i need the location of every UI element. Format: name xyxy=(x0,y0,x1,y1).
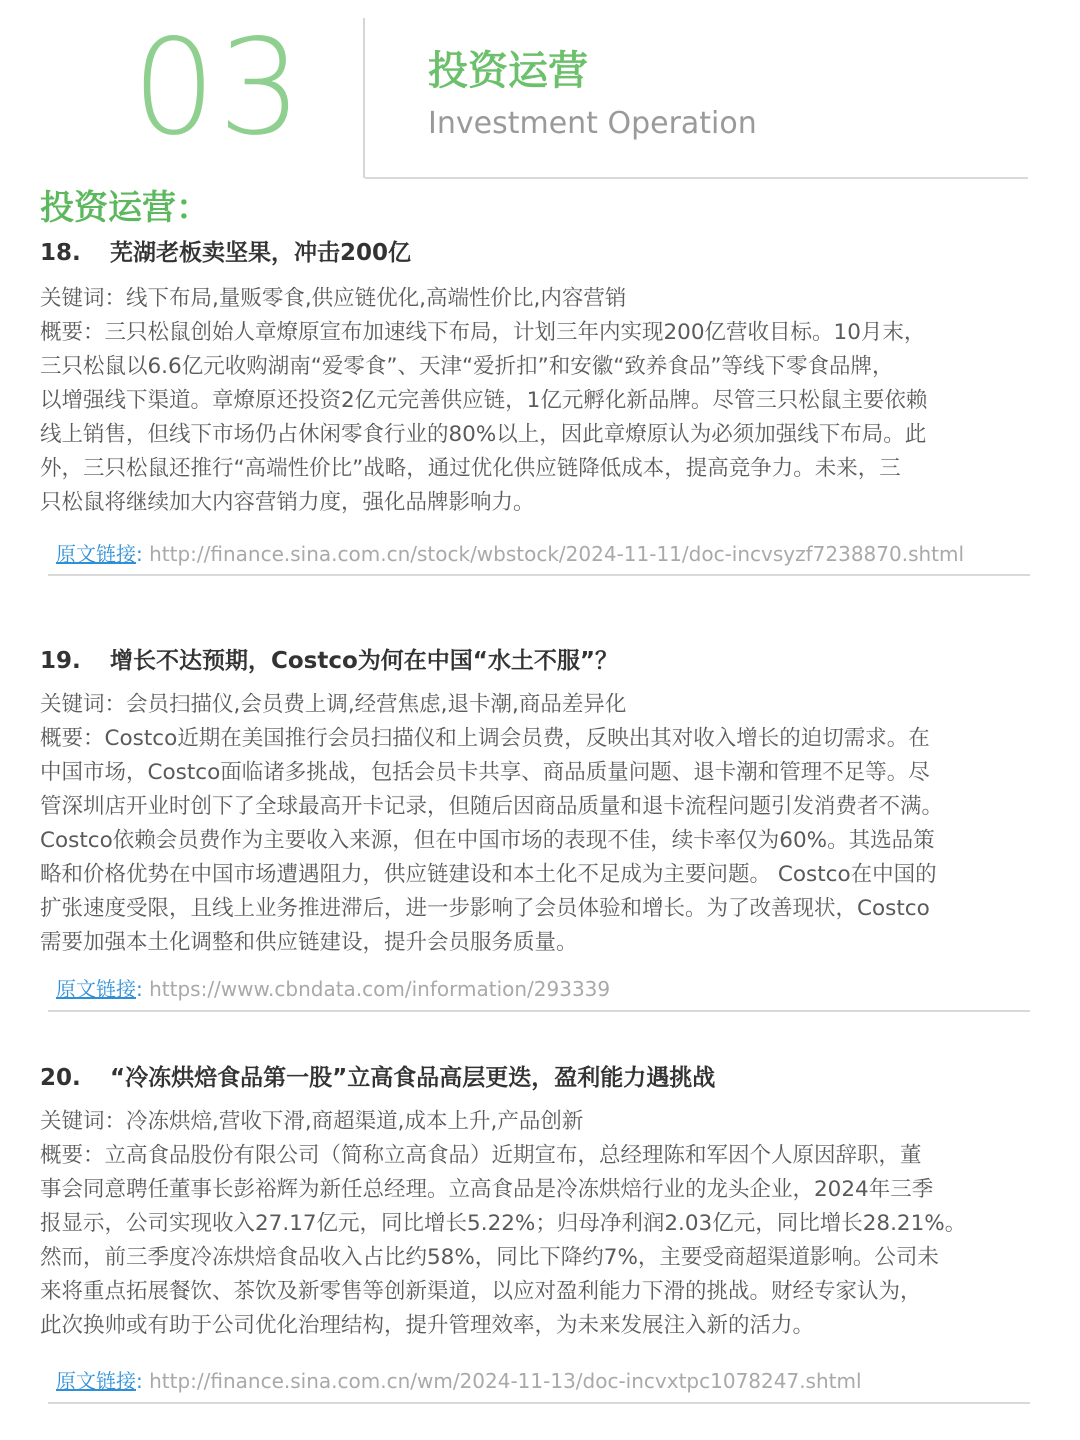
article-keywords: 关键词：冷冻烘焙,营收下滑,商超渠道,成本上升,产品创新 xyxy=(40,1109,584,1134)
article-20 xyxy=(40,1061,1030,1343)
summary-line: 概要：三只松鼠创始人章燎原宣布加速线下布局，计划三年内实现200亿营收目标。10月末， xyxy=(40,320,926,345)
article-keywords: 关键词：会员扫描仪,会员费上调,经营焦虑,退卡潮,商品差异化 xyxy=(40,692,627,717)
article-summary xyxy=(40,1139,1030,1343)
summary-line: 概要：Costco近期在美国推行会员扫描仪和上调会员费，反映出其对收入增长的迫切需求。在 xyxy=(40,726,930,751)
source-link-label[interactable]: 原文链接 xyxy=(56,1369,136,1393)
section-title-en: Investment Operation xyxy=(428,106,757,141)
summary-line: 报显示，公司实现收入27.17亿元，同比增长5.22%；归母净利润2.03亿元，同比增长28.21%。 xyxy=(40,1211,967,1236)
summary-line: 此次换帅或有助于公司优化治理结构，提升管理效率，为未来发展注入新的活力。 xyxy=(40,1313,815,1338)
article-summary xyxy=(40,722,1030,960)
article-keywords: 关键词：线下布局,量贩零食,供应链优化,高端性价比,内容营销 xyxy=(40,286,627,311)
summary-line: 外，三只松鼠还推行“高端性价比”战略，通过优化供应链降低成本，提高竞争力。未来，三 xyxy=(40,456,901,481)
article-title xyxy=(40,1061,1030,1095)
article-divider xyxy=(48,574,1030,576)
summary-line: 略和价格优势在中国市场遭遇阻力，供应链建设和本土化不足成为主要问题。 Costco在中国的 xyxy=(40,862,937,887)
source-link-label[interactable]: 原文链接 xyxy=(56,977,136,1001)
summary-line: 中国市场，Costco面临诸多挑战，包括会员卡共享、商品质量问题、退卡潮和管理不足等。尽 xyxy=(40,760,930,785)
article-title xyxy=(40,236,1030,270)
source-url[interactable]: http://finance.sina.com.cn/stock/wbstock/2024-11-11/doc-incvsyzf7238870.shtml xyxy=(149,542,965,566)
header-vertical-divider xyxy=(363,18,365,178)
article-number: 18. xyxy=(40,240,81,266)
source-link-row: 原文链接: https://www.cbndata.com/information/293339 xyxy=(56,977,611,1001)
summary-line: Costco依赖会员费作为主要收入来源，但在中国市场的表现不佳，续卡率仅为60%。其选品策 xyxy=(40,828,935,853)
source-url[interactable]: https://www.cbndata.com/information/293339 xyxy=(149,977,611,1001)
summary-line: 三只松鼠以6.6亿元收购湖南“爱零食”、天津“爱折扣”和安徽“致养食品”等线下零食品牌， xyxy=(40,354,894,379)
summary-line: 来将重点拓展餐饮、茶饮及新零售等创新渠道，以应对盈利能力下滑的挑战。财经专家认为， xyxy=(40,1279,922,1304)
summary-line: 事会同意聘任董事长彭裕辉为新任总经理。立高食品是冷冻烘焙行业的龙头企业，2024年三季 xyxy=(40,1177,934,1202)
article-18 xyxy=(40,236,1030,520)
article-summary xyxy=(40,316,1030,520)
summary-line: 概要：立高食品股份有限公司（简称立高食品）近期宣布，总经理陈和军因个人原因辞职，董 xyxy=(40,1143,922,1168)
section-title-cn: 投资运营 xyxy=(428,48,588,94)
page-heading: 投资运营： xyxy=(40,188,210,228)
summary-line: 线上销售，但线下市场仍占休闲零食行业的80%以上，因此章燎原认为必须加强线下布局。此 xyxy=(40,422,927,447)
summary-line: 扩张速度受限，且线上业务推进滞后，进一步影响了会员体验和增长。为了改善现状，Costco xyxy=(40,896,930,921)
summary-line: 然而，前三季度冷冻烘焙食品收入占比约58%，同比下降约7%，主要受商超渠道影响。公司未 xyxy=(40,1245,939,1270)
source-link-label[interactable]: 原文链接 xyxy=(56,542,136,566)
source-url[interactable]: http://finance.sina.com.cn/wm/2024-11-13/doc-incvxtpc1078247.shtml xyxy=(149,1369,862,1393)
source-link-row: 原文链接: http://finance.sina.com.cn/wm/2024-11-13/doc-incvxtpc1078247.shtml xyxy=(56,1369,862,1393)
article-19 xyxy=(40,644,1030,960)
article-title-text: 芜湖老板卖坚果，冲击200亿 xyxy=(110,240,412,266)
section-number: 03 xyxy=(132,11,304,165)
summary-line: 以增强线下渠道。章燎原还投资2亿元完善供应链，1亿元孵化新品牌。尽管三只松鼠主要依赖 xyxy=(40,388,928,413)
article-divider xyxy=(48,1402,1030,1404)
article-divider xyxy=(48,1010,1030,1012)
source-link-row: 原文链接: http://finance.sina.com.cn/stock/wbstock/2024-11-11/doc-incvsyzf7238870.shtml xyxy=(56,542,965,566)
article-title-text: “冷冻烘焙食品第一股”立高食品高层更迭，盈利能力遇挑战 xyxy=(110,1065,716,1091)
header-horizontal-divider xyxy=(365,177,1028,179)
article-number: 20. xyxy=(40,1065,81,1091)
article-title xyxy=(40,644,1030,678)
summary-line: 只松鼠将继续加大内容营销力度，强化品牌影响力。 xyxy=(40,490,535,515)
summary-line: 管深圳店开业时创下了全球最高开卡记录，但随后因商品质量和退卡流程问题引发消费者不满。 xyxy=(40,794,944,819)
article-number: 19. xyxy=(40,648,81,674)
article-title-text: 增长不达预期，Costco为何在中国“水土不服”？ xyxy=(110,648,619,674)
summary-line: 需要加强本土化调整和供应链建设，提升会员服务质量。 xyxy=(40,930,578,955)
